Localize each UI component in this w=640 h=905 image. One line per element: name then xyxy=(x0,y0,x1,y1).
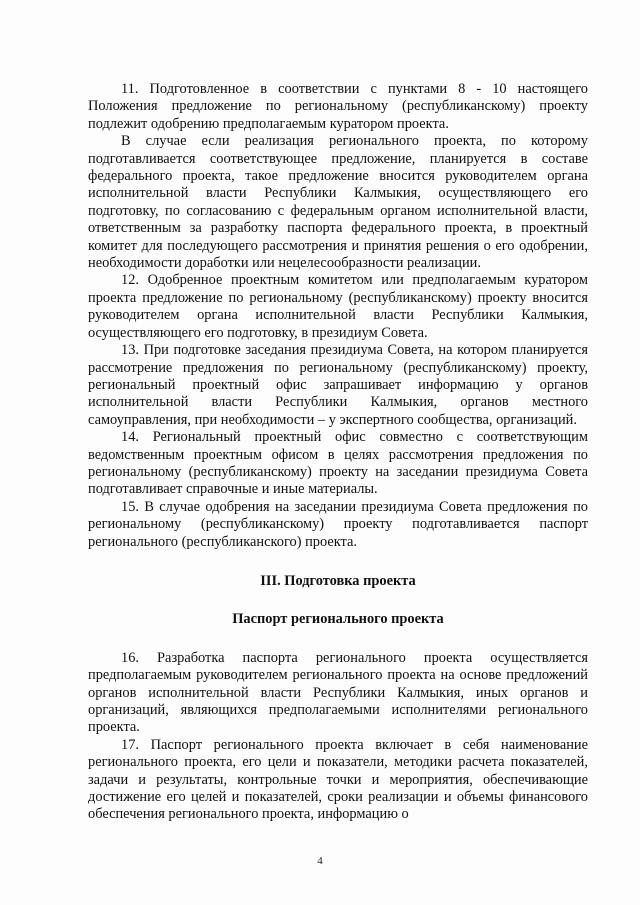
paragraph-13: 13. При подготовке заседания президиума Совета, на котором планируется рассмотрение предложения по региональному (республиканскому) проекту, региональный проектный офис запрашивает информацию у органов исполнительной власти Республики Калмыкия, органов местного самоуправления, при необходимости – у экспертного сообщества, организаций. xyxy=(88,342,588,428)
paragraph-17: 17. Паспорт регионального проекта включает в себя наименование регионального проекта, его цели и показатели, методики расчета показателей, задачи и результаты, контрольные точки и мероприятия, обеспечивающие достижение его целей и показателей, сроки реализации и объемы финансового обеспечения регионального проекта, информацию о xyxy=(88,736,588,823)
section-heading: III. Подготовка проекта xyxy=(260,572,416,589)
document-body xyxy=(88,81,588,824)
page-number: 4 xyxy=(317,855,323,867)
paragraph-16: 16. Разработка паспорта регионального проекта осуществляется предполагаемым руководителем регионального проекта на основе предложений органов исполнительной власти Республики Калмыкия, иных органов и организаций, являющихся предполагаемыми исполнителями регионального проекта. xyxy=(88,649,588,736)
paragraph-12: 12. Одобренное проектным комитетом или предполагаемым куратором проекта предложение по региональному (республиканскому) проекту вносится руководителем органа исполнительной власти Республики Калмыкия, осуществляющего его подготовку, в президиум Совета. xyxy=(88,272,588,341)
sub-heading: Паспорт регионального проекта xyxy=(232,611,444,628)
paragraph-11: 11. Подготовленное в соответствии с пунктами 8 - 10 настоящего Положения предложение по региональному (республиканскому) проекту подлежит одобрению предполагаемым куратором проекта. xyxy=(88,81,588,132)
paragraph-11-continued: В случае если реализация регионального проекта, по которому подготавливается соответствующее предложение, планируется в составе федерального проекта, такое предложение вносится руководителем органа исполнительной власти Республики Калмыкия, осуществляющего его подготовку, по согласованию с федеральным органом исполнительной власти, ответственным за разработку паспорта федерального проекта, в проектный комитет для последующего рассмотрения и принятия решения о его одобрении, необходимости доработки или нецелесообразности реализации. xyxy=(88,133,588,272)
paragraph-14: 14. Региональный проектный офис совместно с соответствующим ведомственным проектным офисом в целях рассмотрения предложения по региональному (республиканскому) проекту на заседании президиума Совета подготавливает справочные и иные материалы. xyxy=(88,429,588,498)
paragraph-15: 15. В случае одобрения на заседании президиума Совета предложения по региональному (республиканскому) проекту подготавливается паспорт регионального (республиканского) проекта. xyxy=(88,498,588,550)
